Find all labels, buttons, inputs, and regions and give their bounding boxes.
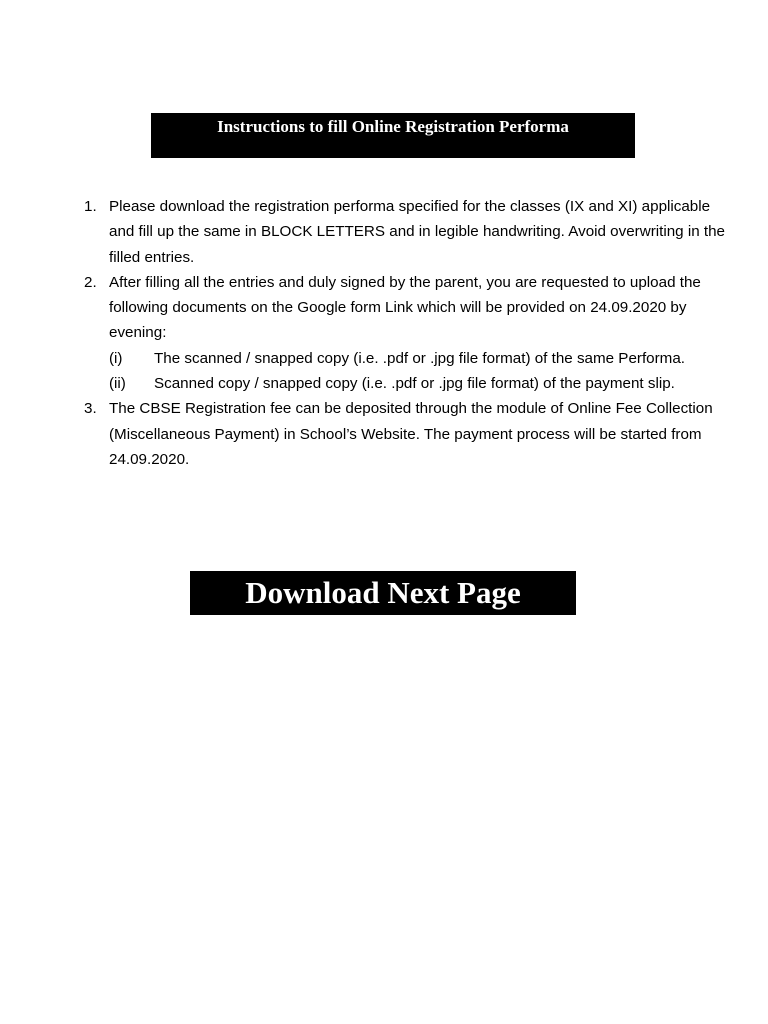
download-next-page-label: Download Next Page [245, 575, 521, 610]
page-title: Instructions to fill Online Registration Performa [217, 117, 569, 136]
instruction-subitem-ii [84, 371, 734, 396]
instruction-text: The CBSE Registration fee can be deposited through the module of Online Fee Collection (Miscellaneous Payment) in School’s Website. The payment process will be started from 24.09.2020. [109, 400, 713, 468]
instruction-item-3 [84, 396, 734, 472]
instruction-number: 1. [84, 198, 97, 215]
page-title-banner [151, 113, 635, 158]
subitem-text: Scanned copy / snapped copy (i.e. .pdf or .jpg file format) of the payment slip. [154, 375, 675, 393]
subitem-number: (i) [109, 349, 123, 367]
instruction-text: After filling all the entries and duly signed by the parent, you are requested to upload the following documents on the Google form Link which will be provided on 24.09.2020 by evening: [109, 273, 701, 342]
instruction-subitem-i [84, 346, 734, 371]
instruction-number: 3. [84, 400, 97, 418]
instruction-item-1 [84, 194, 734, 270]
subitem-number: (ii) [109, 375, 126, 393]
instruction-text: Please download the registration performa specified for the classes (IX and XI) applicable and fill up the same in BLOCK LETTERS and in legible handwriting. Avoid overwriting in the filled entries. [109, 198, 725, 266]
instructions-list [84, 194, 734, 472]
instruction-number: 2. [84, 273, 97, 291]
instruction-item-2 [84, 270, 734, 346]
subitem-text: The scanned / snapped copy (i.e. .pdf or .jpg file format) of the same Performa. [154, 349, 685, 367]
download-next-page-button[interactable] [190, 571, 576, 615]
